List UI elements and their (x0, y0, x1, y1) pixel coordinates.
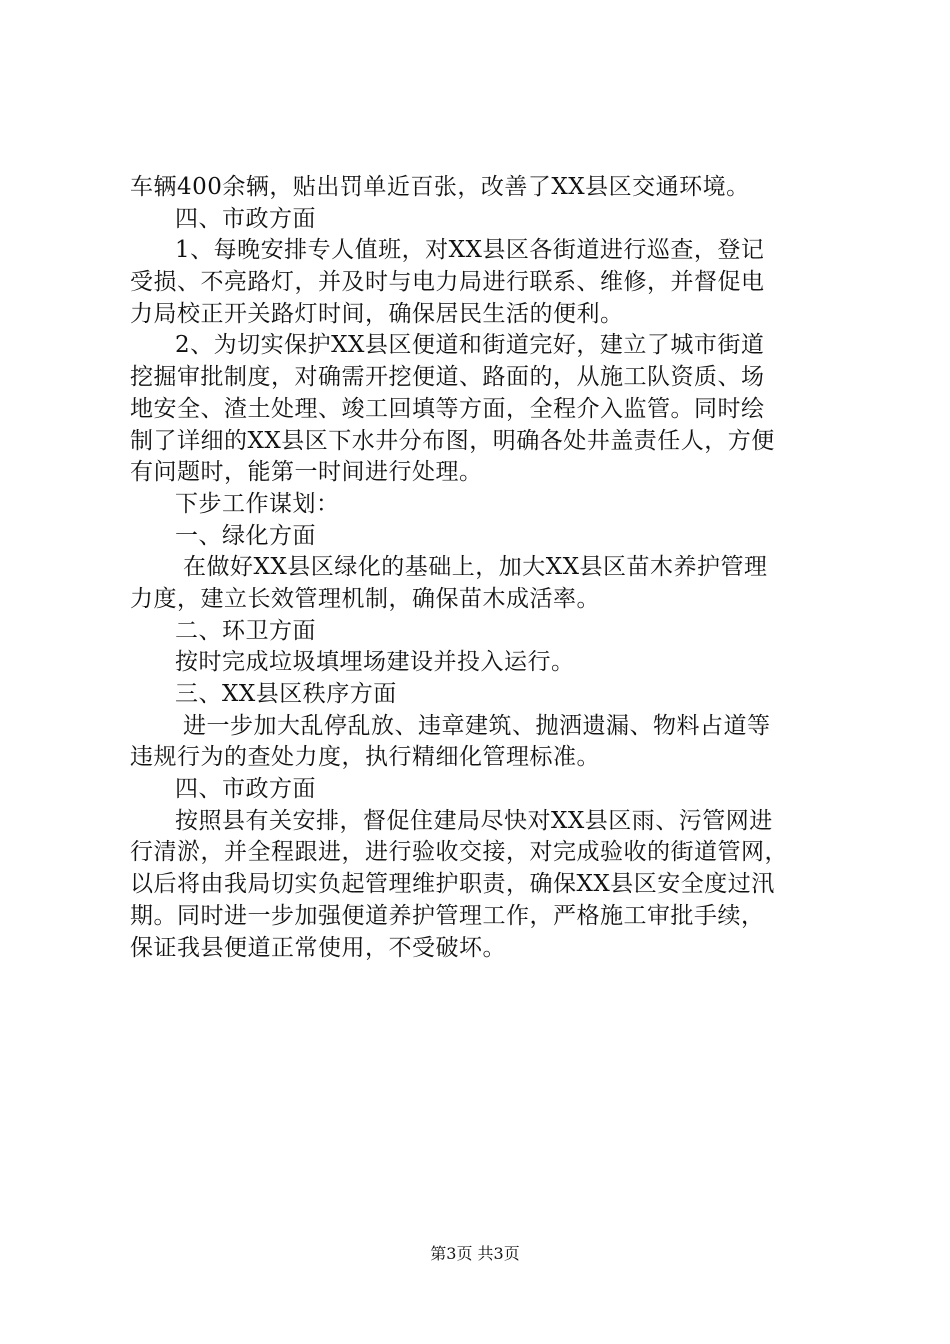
paragraph-line: 按时完成垃圾填埋场建设并投入运行。 (175, 649, 575, 676)
paragraph-line: 力度，建立长效管理机制，确保苗木成活率。 (130, 585, 600, 612)
paragraph-line: 违规行为的查处力度，执行精细化管理标准。 (130, 744, 600, 771)
paragraph-line: 挖掘审批制度，对确需开挖便道、路面的，从施工队资质、场 (130, 364, 765, 391)
section-heading: 四、市政方面 (175, 205, 316, 232)
paragraph-line: 按照县有关安排，督促住建局尽快对XX县区雨、污管网进 (175, 807, 773, 834)
document-body (130, 172, 830, 964)
paragraph-line: 有问题时，能第一时间进行处理。 (130, 459, 483, 486)
paragraph-line: 保证我县便道正常使用，不受破坏。 (130, 934, 506, 961)
paragraph-line: 力局校正开关路灯时间，确保居民生活的便利。 (130, 300, 624, 327)
paragraph-line: 在做好XX县区绿化的基础上，加大XX县区苗木养护管理 (183, 554, 768, 581)
paragraph-line: 2、为切实保护XX县区便道和街道完好，建立了城市街道 (175, 332, 765, 359)
section-heading: 三、XX县区秩序方面 (175, 681, 397, 707)
paragraph-line: 期。同时进一步加强便道养护管理工作，严格施工审批手续， (130, 902, 765, 929)
paragraph-line: 以后将由我局切实负起管理维护职责，确保XX县区安全度过汛 (130, 871, 775, 898)
paragraph-line: 制了详细的XX县区下水井分布图，明确各处井盖责任人，方便 (130, 427, 775, 454)
section-heading: 一、绿化方面 (175, 522, 316, 549)
paragraph-line: 受损、不亮路灯，并及时与电力局进行联系、维修，并督促电 (130, 269, 765, 296)
paragraph-line: 进一步加大乱停乱放、违章建筑、抛洒遗漏、物料占道等 (183, 712, 771, 739)
body-line: 车辆400余辆，贴出罚单近百张，改善了XX县区交通环境。 (130, 174, 750, 200)
paragraph-line: 1、每晚安排专人值班，对XX县区各街道进行巡查，登记 (175, 237, 765, 264)
section-heading: 二、环卫方面 (175, 617, 316, 644)
paragraph-line: 地安全、渣土处理、竣工回填等方面，全程介入监管。同时绘 (130, 395, 765, 422)
paragraph-line: 行清淤，并全程跟进，进行验收交接，对完成验收的街道管网， (130, 839, 788, 866)
section-heading: 下步工作谋划： (175, 490, 340, 517)
section-heading: 四、市政方面 (175, 776, 316, 803)
page-footer: 第3页 共3页 (430, 1244, 520, 1263)
